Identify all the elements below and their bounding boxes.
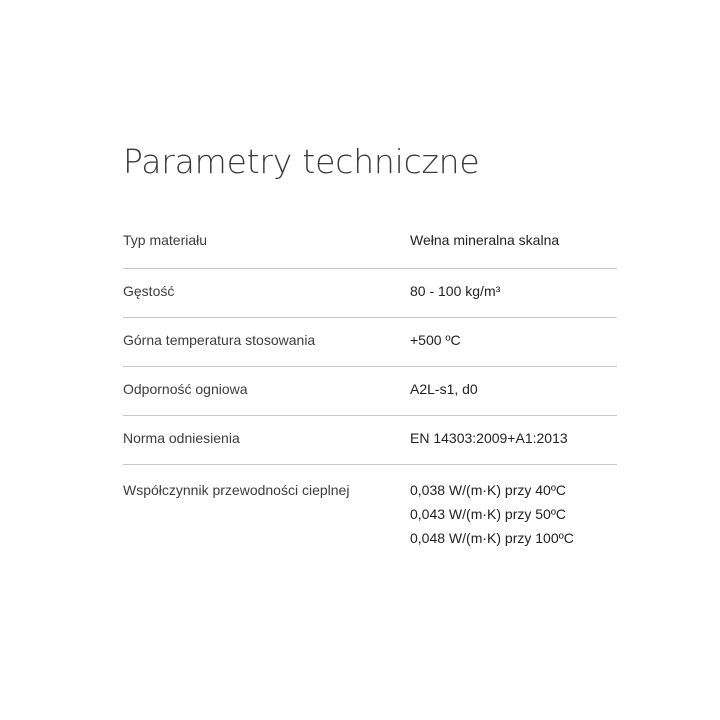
spec-label: Górna temperatura stosowania [123,332,316,348]
spec-value: 80 - 100 kg/m³ [410,283,501,299]
spec-value: Wełna mineralna skalna [410,232,560,248]
spec-label: Gęstość [123,283,175,299]
conductivity-value: 0,038 W/(m·K) przy 40ºC [410,482,567,498]
spec-label: Odporność ogniowa [123,381,248,397]
spec-table [123,212,617,550]
spec-row-thermal-conductivity [123,465,617,550]
spec-row-fire-resistance [123,367,617,416]
spec-section [123,140,617,550]
spec-row-max-temperature [123,318,617,367]
conductivity-value: 0,048 W/(m·K) przy 100ºC [410,530,574,546]
section-title: Parametry techniczne [123,142,480,181]
spec-label: Współczynnik przewodności cieplnej [123,482,350,498]
conductivity-value: 0,043 W/(m·K) przy 50ºC [410,506,567,522]
spec-value: +500 ºC [410,332,461,348]
spec-label: Norma odniesienia [123,430,240,446]
spec-value: A2L-s1, d0 [410,381,478,397]
spec-row-reference-standard [123,416,617,465]
spec-value: EN 14303:2009+A1:2013 [410,430,568,446]
spec-row-material-type [123,212,617,269]
spec-row-density [123,269,617,318]
spec-value-list [410,465,617,550]
spec-label: Typ materiału [123,232,208,248]
